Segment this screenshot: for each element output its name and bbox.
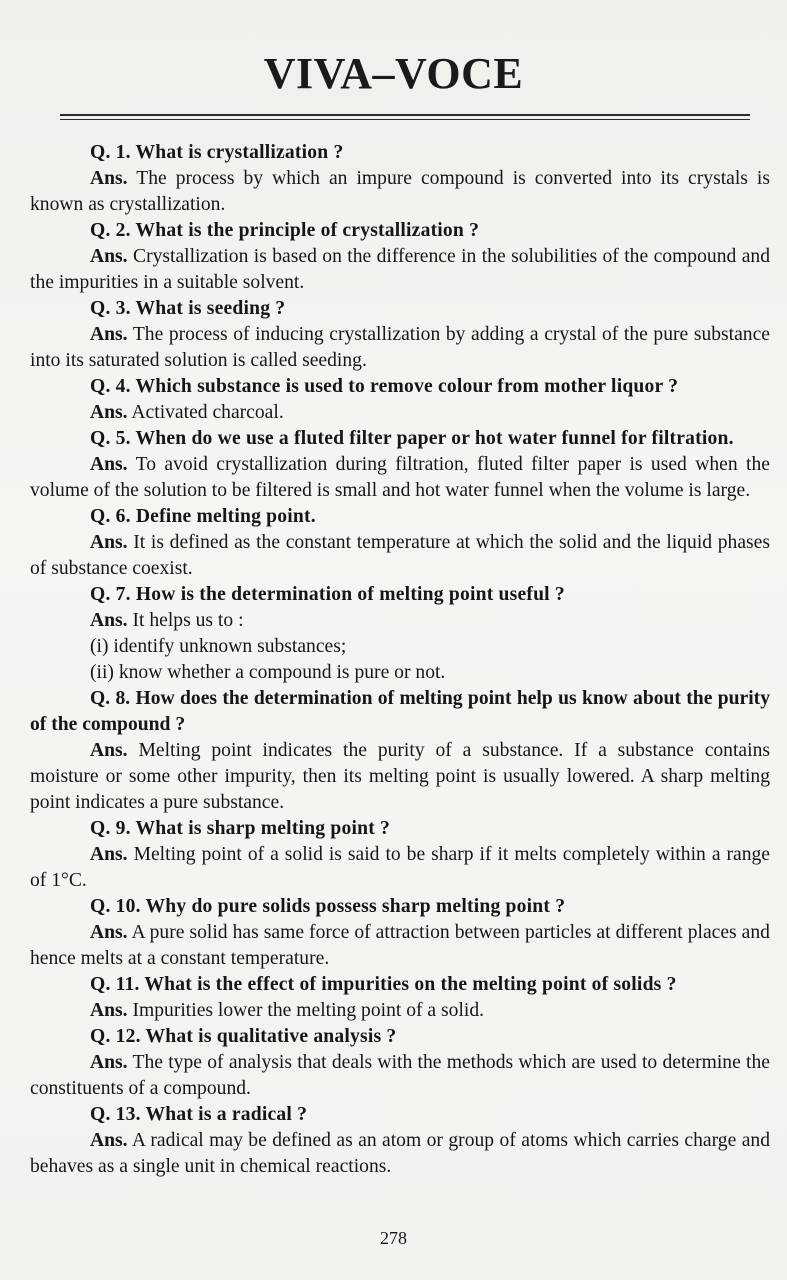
qa-item [30,686,770,816]
answer-list-item: (ii) know whether a compound is pure or not. [90,662,446,683]
question: Q. 5. When do we use a fluted filter paper or hot water funnel for filtration. [90,428,734,449]
answer [30,1050,770,1102]
answer-text: It helps us to : [132,610,244,631]
qa-item [30,296,770,374]
question: Q. 2. What is the principle of crystallization ? [90,220,480,241]
question: Q. 11. What is the effect of impurities on the melting point of solids ? [90,974,677,995]
question: Q. 7. How is the determination of melting point useful ? [90,584,565,605]
question: Q. 8. How does the determination of melting point help us know about the purity of the compound ? [30,688,770,735]
answer-text: The process by which an impure compound is converted into its crystals is known as crystallization. [30,168,770,215]
question: Q. 1. What is crystallization ? [90,142,344,163]
qa-item [30,1102,770,1180]
qa-item [30,218,770,296]
answer-label: Ans. [90,1052,128,1073]
answer-text: Crystallization is based on the difference in the solubilities of the compound and the impurities in a suitable solvent. [30,246,770,293]
answer [30,452,770,504]
qa-item [30,504,770,582]
answer-label: Ans. [90,1000,128,1021]
answer [30,998,770,1024]
answer [30,738,770,816]
answer-label: Ans. [90,844,128,865]
qa-item [30,374,770,426]
qa-item [30,582,770,686]
question: Q. 9. What is sharp melting point ? [90,818,391,839]
answer-text: To avoid crystallization during filtration, fluted filter paper is used when the volume of the solution to be filtered is small and hot water funnel when the volume is large. [30,454,770,501]
qa-item [30,972,770,1024]
question: Q. 13. What is a radical ? [90,1104,308,1125]
title-rule-thin [60,119,750,120]
answer-text: It is defined as the constant temperature at which the solid and the liquid phases of substance coexist. [30,532,770,579]
answer-text: Melting point of a solid is said to be sharp if it melts completely within a range of 1°C. [30,844,770,891]
answer-text: A radical may be defined as an atom or group of atoms which carries charge and behaves as a single unit in chemical reactions. [30,1130,770,1177]
answer [30,920,770,972]
answer-label: Ans. [90,246,128,267]
answer-label: Ans. [90,454,128,475]
qa-item [30,140,770,218]
answer-label: Ans. [90,324,128,345]
answer-label: Ans. [90,740,128,761]
answer [30,608,770,634]
answer [30,244,770,296]
answer-text: The type of analysis that deals with the methods which are used to determine the constituents of a compound. [30,1052,770,1099]
qa-item [30,816,770,894]
question: Q. 4. Which substance is used to remove colour from mother liquor ? [90,376,679,397]
answer [30,1128,770,1180]
qa-list [30,140,770,1180]
question: Q. 6. Define melting point. [90,506,316,527]
title-rule-thick [60,114,750,116]
answer-label: Ans. [90,1130,128,1151]
answer-text: Melting point indicates the purity of a substance. If a substance contains moisture or some other impurity, then its melting point is usually lowered. A sharp melting point indicates a pure substance. [30,740,770,813]
qa-item [30,894,770,972]
answer [30,166,770,218]
qa-item [30,426,770,504]
answer-label: Ans. [90,922,128,943]
answer [30,322,770,374]
section-title: VIVA–VOCE [263,49,524,98]
answer [30,530,770,582]
qa-item [30,1024,770,1102]
page-number: 278 [380,1228,407,1248]
answer-label: Ans. [90,532,128,553]
question: Q. 12. What is qualitative analysis ? [90,1026,397,1047]
answer-text: A pure solid has same force of attraction between particles at different places and hence melts at a constant temperature. [30,922,770,969]
answer-label: Ans. [90,168,128,189]
answer-list-item: (i) identify unknown substances; [90,636,347,657]
answer [30,400,770,426]
answer-text: The process of inducing crystallization by adding a crystal of the pure substance into its saturated solution is called seeding. [30,324,770,371]
question: Q. 3. What is seeding ? [90,298,286,319]
answer-text: Impurities lower the melting point of a solid. [132,1000,485,1021]
answer-text: Activated charcoal. [131,402,284,423]
answer-label: Ans. [90,610,128,631]
answer-label: Ans. [90,402,128,423]
answer [30,842,770,894]
question: Q. 10. Why do pure solids possess sharp melting point ? [90,896,566,917]
